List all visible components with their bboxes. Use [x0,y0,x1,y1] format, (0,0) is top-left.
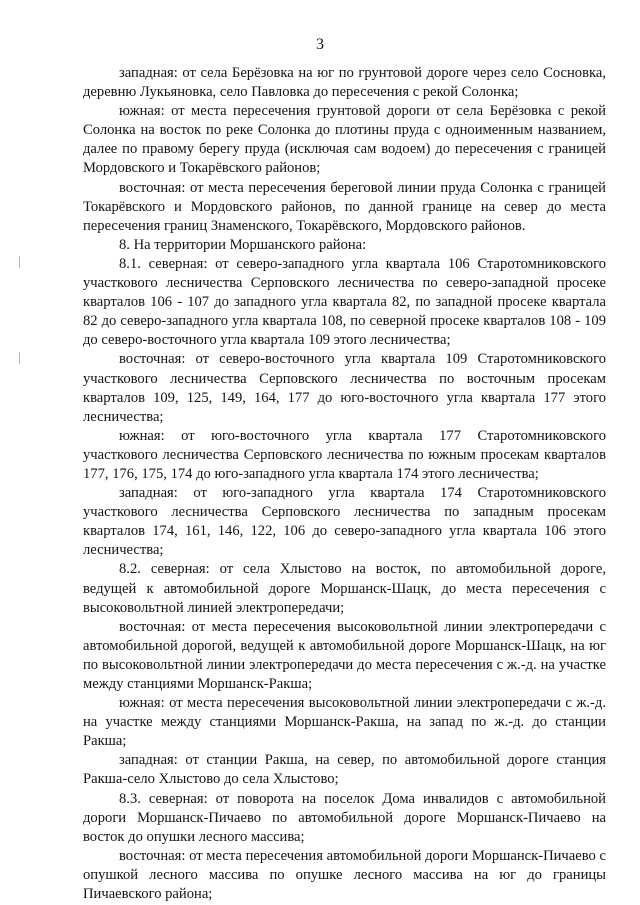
paragraph: южная: от юго-восточного угла квартала 177 Старотомниковского участкового лесничества Серповского лесничества по южным просекам кварталов 177, 176, 175, 174 до юго-западного угла квартала 174 этого лесничества; [83,427,606,482]
paragraph: западная: от станции Ракша, на север, по автомобильной дороге станция Ракша-село Хлыстово до села Хлыстово; [83,752,606,788]
page-number: 3 [316,36,324,53]
paragraph: восточная: от северо-восточного угла квартала 109 Старотомниковского участкового лесничества Серповского лесничества по восточным просекам кварталов 109, 125, 149, 164, 177 до юго-восточного угла квартала 177 этого лесничества; [83,351,606,425]
scan-artifact-mark [19,352,20,364]
paragraph: западная: от юго-западного угла квартала 174 Старотомниковского участкового лесничества Серповского лесничества по западным просекам кварталов 174, 161, 146, 122, 106 до северо-западного угла квартала 106 этого лесничества; [83,485,606,559]
document-body [83,64,606,904]
paragraph: южная: от места пересечения грунтовой дороги от села Берёзовка с рекой Солонка на восток по реке Солонка до плотины пруда с одноименным названием, далее по правому берегу пруда (исключая сам водоем) до пересечения с границей Мордовского и Токарёвского районов; [83,103,606,177]
scan-artifact-mark [19,256,20,268]
paragraph: восточная: от места пересечения автомобильной дороги Моршанск-Пичаево с опушкой лесного массива по опушке лесного массива на юг до границы Пичаевского района; [83,847,606,903]
paragraph: южная: от места пересечения высоковольтной линии электропередачи с ж.-д. на участке между станциями Моршанск-Ракша, на запад по ж.-д. до станции Ракша; [83,695,606,750]
paragraph: 8.2. северная: от села Хлыстово на восток, по автомобильной дороге, ведущей к автомобильной дороге Моршанск-Шацк, до места пересечения с высоковольтной линией электропередачи; [83,561,606,616]
paragraph: 8.3. северная: от поворота на поселок Дома инвалидов с автомобильной дороги Моршанск-Пичаево по автомобильной дороге Моршанск-Пичаево на восток до опушки лесного массива; [83,790,606,845]
paragraph: 8.1. северная: от северо-западного угла квартала 106 Старотомниковского участкового лесничества Серповского лесничества по северо-западной просеке кварталов 106 - 107 до западного угла квартала 82, по западной просеке квартала 82 до северо-западного угла квартала 108, по северной просеке кварталов 108 - 109 до северо-восточного угла квартала 109 этого лесничества; [83,255,606,349]
paragraph: восточная: от места пересечения береговой линии пруда Солонка с границей Токарёвского и Мордовского районов, по данной границе на север до места пересечения границ Знаменского, Токарёвского, Мордовского районов. [83,179,606,234]
paragraph: западная: от села Берёзовка на юг по грунтовой дороге через село Сосновка, деревню Лукьяновка, село Павловка до пересечения с рекой Солонка; [83,65,606,101]
paragraph: восточная: от места пересечения высоковольтной линии электропередачи с автомобильной дорогой, ведущей к автомобильной дороге Моршанск-Шацк, на юг по высоковольтной линии электропередачи до места пересечения с ж.-д. на участке между станциями Моршанск-Ракша; [83,618,606,692]
section-heading: 8. На территории Моршанского района: [119,236,367,253]
